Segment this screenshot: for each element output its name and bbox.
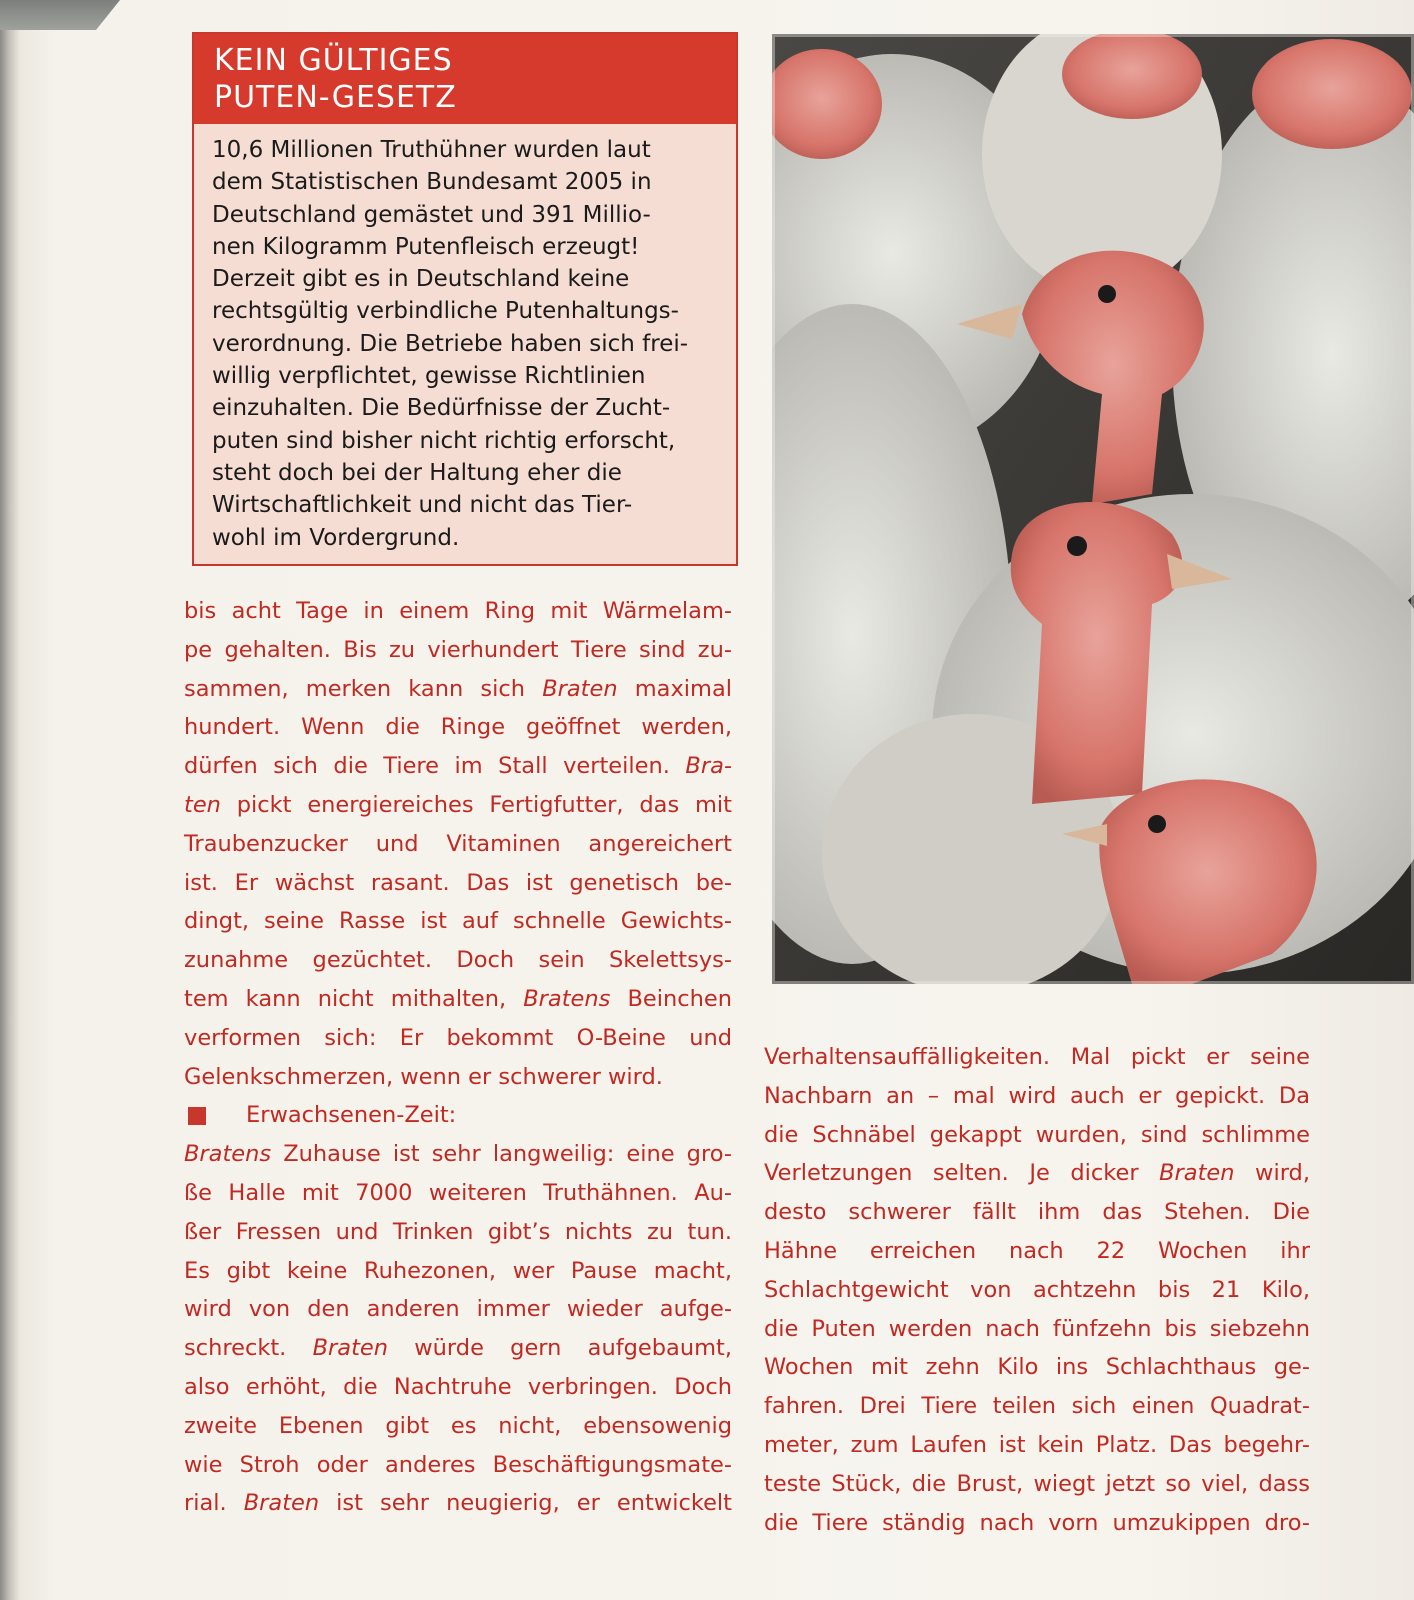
italic-name: Bra- xyxy=(685,753,732,780)
spine-shadow xyxy=(0,0,20,1600)
info-box-title-line: KEIN GÜLTIGES xyxy=(214,43,453,78)
text-line: Nachbarn an – mal wird auch er gepickt. Da xyxy=(764,1082,1310,1109)
italic-name: Braten xyxy=(542,675,618,702)
info-box xyxy=(192,32,738,566)
text-line: verformen sich: Er bekommt O-Beine und xyxy=(184,1024,732,1051)
text-line: also erhöht, die Nachtruhe verbringen. Doch xyxy=(184,1373,732,1400)
left-paragraph-1 xyxy=(184,592,732,1096)
text-line: teste Stück, die Brust, wiegt jetzt so viel, dass xyxy=(764,1470,1310,1497)
text-line: die Schnäbel gekappt wurden, sind schlimme xyxy=(764,1121,1310,1148)
info-box-body xyxy=(194,124,736,564)
text-line: wird von den anderen immer wieder aufge- xyxy=(184,1296,732,1323)
text-line: Traubenzucker und Vitaminen angereichert xyxy=(184,830,732,857)
left-text-column xyxy=(184,592,732,1523)
info-box-line: Wirtschaftlichkeit und nicht das Tier- xyxy=(212,492,633,519)
info-box-line: steht doch bei der Haltung eher die xyxy=(212,459,622,486)
section-heading-text: Erwachsenen-Zeit: xyxy=(246,1102,457,1129)
info-box-line: Derzeit gibt es in Deutschland keine xyxy=(212,266,630,293)
info-box-title xyxy=(194,34,736,124)
italic-name: Bratens xyxy=(184,1141,272,1168)
italic-name: Braten xyxy=(243,1490,320,1517)
info-box-line: Deutschland gemästet und 391 Millio- xyxy=(212,201,651,228)
corner-image-fragment xyxy=(0,0,120,30)
right-text-column xyxy=(764,1038,1310,1542)
left-paragraph-2 xyxy=(184,1135,732,1523)
italic-name: Bratens xyxy=(523,985,611,1012)
text-line: zweite Ebenen gibt es nicht, ebensowenig xyxy=(184,1412,732,1439)
info-box-line: puten sind bisher nicht richtig erforscht, xyxy=(212,427,676,454)
turkey-photo xyxy=(772,34,1414,984)
info-box-line: rechtsgültig verbindliche Putenhaltungs- xyxy=(212,298,679,325)
info-box-line: willig verpflichtet, gewisse Richtlinien xyxy=(212,363,646,390)
text-line: dürfen sich die Tiere im Stall verteilen. Bra- xyxy=(184,753,732,780)
info-box-line: dem Statistischen Bundesamt 2005 in xyxy=(212,169,652,196)
text-line: rial. Braten ist sehr neugierig, er entwickelt xyxy=(184,1490,732,1517)
turkey-photo-illustration xyxy=(772,34,1414,984)
text-line: ße Halle mit 7000 weiteren Truthähnen. Au- xyxy=(184,1179,732,1206)
text-line: Schlachtgewicht von achtzehn bis 21 Kilo, xyxy=(764,1276,1310,1303)
text-line: ist. Er wächst rasant. Das ist genetisch be- xyxy=(184,869,732,896)
text-line: Bratens Zuhause ist sehr langweilig: eine gro- xyxy=(184,1141,732,1168)
info-box-line: 10,6 Millionen Truthühner wurden laut xyxy=(212,137,651,163)
text-line: die Tiere ständig nach vorn umzukippen dro- xyxy=(764,1509,1310,1536)
text-line: meter, zum Laufen ist kein Platz. Das begehr- xyxy=(764,1431,1310,1458)
text-line: Gelenkschmerzen, wenn er schwerer wird. xyxy=(184,1063,663,1090)
info-box-line: wohl im Vordergrund. xyxy=(212,524,460,551)
info-box-line: verordnung. Die Betriebe haben sich frei- xyxy=(212,330,689,357)
info-box-line: einzuhalten. Die Bedürfnisse der Zucht- xyxy=(212,395,671,422)
text-line: fahren. Drei Tiere teilen sich einen Quadrat- xyxy=(764,1393,1310,1420)
text-line: ten pickt energiereiches Fertigfutter, das mit xyxy=(184,791,732,818)
square-bullet-icon xyxy=(188,1107,206,1125)
text-line: Hähne erreichen nach 22 Wochen ihr xyxy=(764,1237,1310,1264)
text-line: desto schwerer fällt ihm das Stehen. Die xyxy=(764,1199,1310,1226)
text-line: wie Stroh oder anderes Beschäftigungsmate- xyxy=(184,1451,732,1478)
text-line: ßer Fressen und Trinken gibt’s nichts zu tun. xyxy=(184,1218,732,1245)
text-line: pe gehalten. Bis zu vierhundert Tiere sind zu- xyxy=(184,636,732,663)
text-line: hundert. Wenn die Ringe geöffnet werden, xyxy=(184,714,732,741)
italic-name: Braten xyxy=(312,1335,388,1362)
text-line: Verhaltensauffälligkeiten. Mal pickt er seine xyxy=(764,1044,1310,1070)
info-box-line: nen Kilogramm Putenfleisch erzeugt! xyxy=(212,233,640,260)
section-heading xyxy=(184,1096,732,1135)
text-line: dingt, seine Rasse ist auf schnelle Gewichts- xyxy=(184,908,732,935)
text-line: tem kann nicht mithalten, Bratens Beinchen xyxy=(184,985,732,1012)
info-box-title-line: PUTEN-GESETZ xyxy=(214,80,457,115)
text-line: schreckt. Braten würde gern aufgebaumt, xyxy=(184,1335,732,1362)
text-line: die Puten werden nach fünfzehn bis siebzehn xyxy=(764,1315,1310,1342)
text-line: sammen, merken kann sich Braten maximal xyxy=(184,675,732,702)
text-line: Verletzungen selten. Je dicker Braten wird, xyxy=(764,1160,1310,1187)
text-line: zunahme gezüchtet. Doch sein Skelettsys- xyxy=(184,947,732,974)
text-line: bis acht Tage in einem Ring mit Wärmelam- xyxy=(184,598,732,624)
text-line: Wochen mit zehn Kilo ins Schlachthaus ge- xyxy=(764,1354,1310,1381)
italic-name: Braten xyxy=(1159,1160,1235,1187)
italic-name: ten xyxy=(184,791,221,818)
text-line: Es gibt keine Ruhezonen, wer Pause macht, xyxy=(184,1257,732,1284)
